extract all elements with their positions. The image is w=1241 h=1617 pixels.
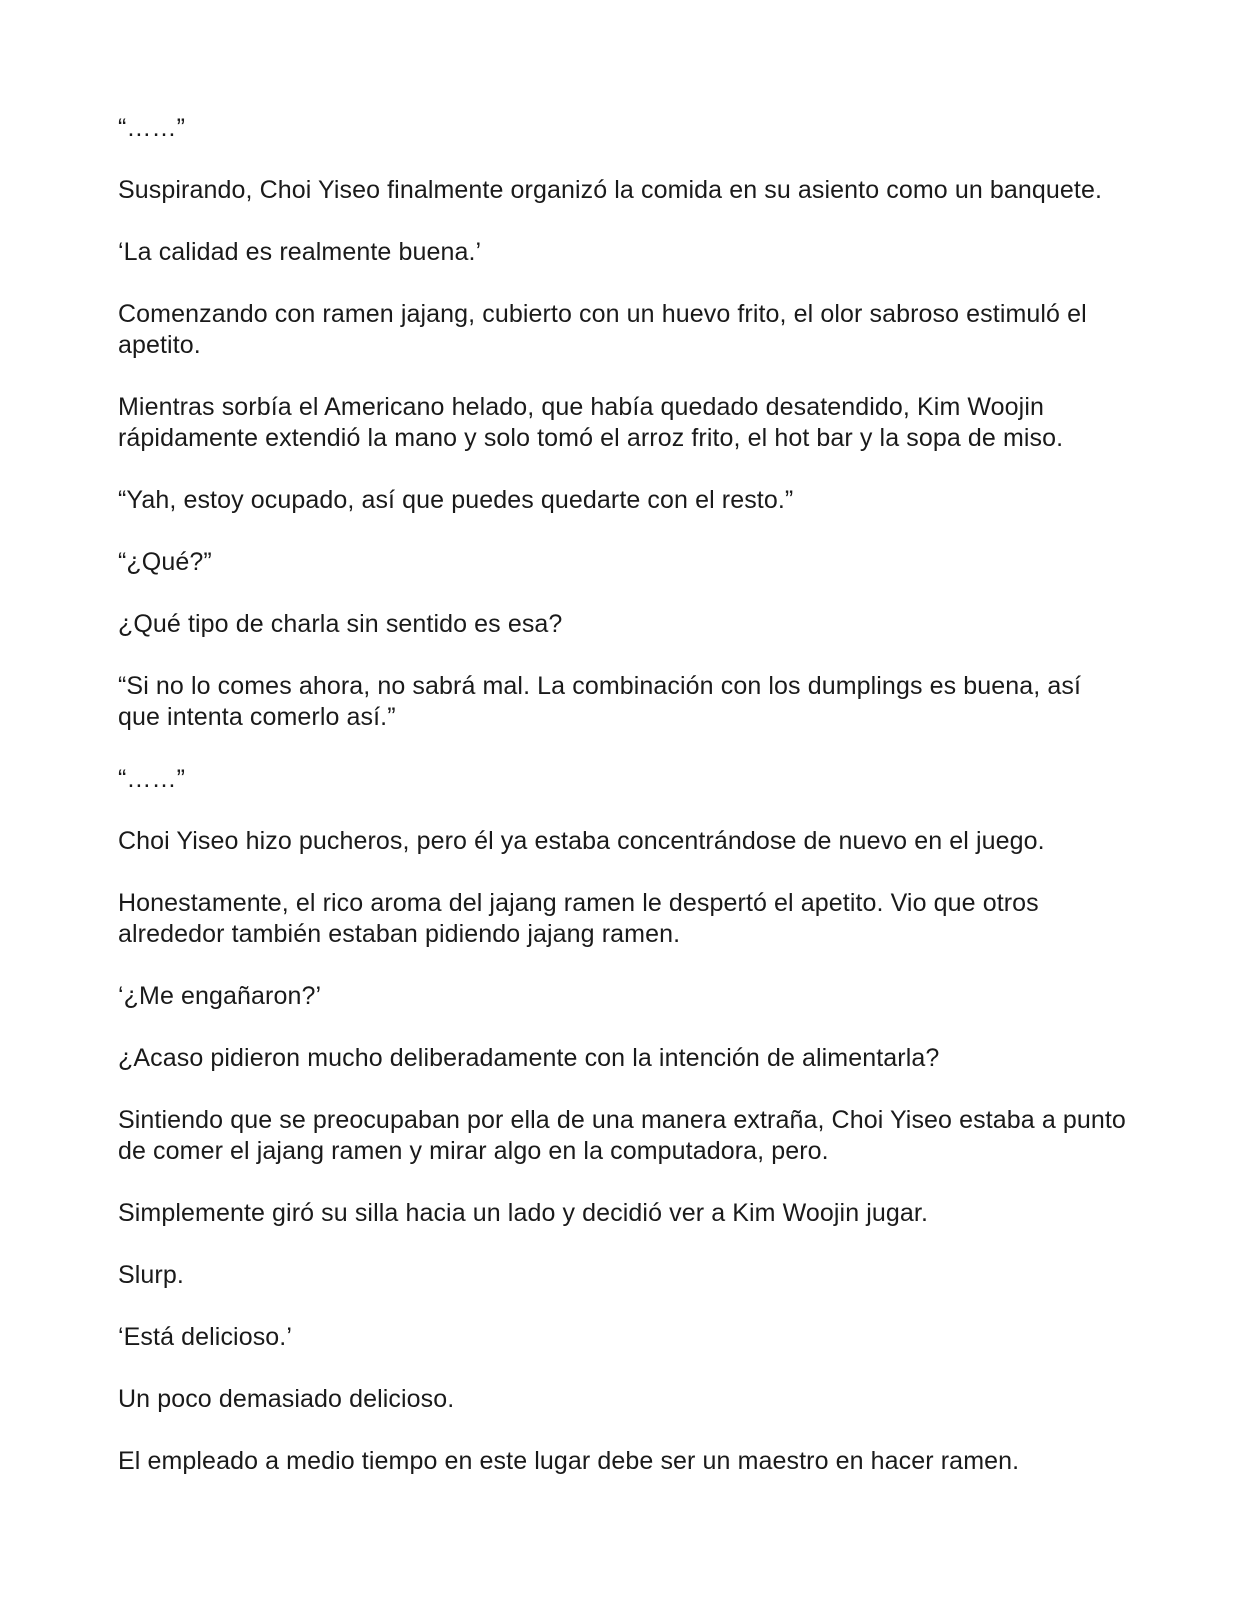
paragraph: El empleado a medio tiempo en este lugar debe ser un maestro en hacer ramen. — [118, 1447, 1020, 1475]
paragraph: Un poco demasiado delicioso. — [118, 1385, 455, 1413]
paragraph: Simplemente giró su silla hacia un lado y decidió ver a Kim Woojin jugar. — [118, 1199, 929, 1227]
paragraph: Comenzando con ramen jajang, cubierto con un huevo frito, el olor sabroso estimuló el apetito. — [118, 300, 1087, 359]
paragraph: “……” — [118, 765, 186, 793]
paragraph: Suspirando, Choi Yiseo finalmente organizó la comida en su asiento como un banquete. — [118, 176, 1103, 204]
paragraph: Slurp. — [118, 1261, 184, 1289]
paragraph: ‘Está delicioso.’ — [118, 1323, 293, 1351]
paragraph: “Si no lo comes ahora, no sabrá mal. La combinación con los dumplings es buena, así que intenta comerlo así.” — [118, 672, 1081, 731]
paragraph: Honestamente, el rico aroma del jajang ramen le despertó el apetito. Vio que otros alrededor también estaban pidiendo jajang ramen. — [118, 889, 1039, 948]
paragraph: Choi Yiseo hizo pucheros, pero él ya estaba concentrándose de nuevo en el juego. — [118, 827, 1045, 855]
paragraph: “¿Qué?” — [118, 548, 212, 576]
paragraph: Mientras sorbía el Americano helado, que había quedado desatendido, Kim Woojin rápidamente extendió la mano y solo tomó el arroz frito, el hot bar y la sopa de miso. — [118, 393, 1064, 452]
paragraph: Sintiendo que se preocupaban por ella de una manera extraña, Choi Yiseo estaba a punto de comer el jajang ramen y mirar algo en la computadora, pero. — [118, 1106, 1126, 1165]
paragraph: “……” — [118, 114, 186, 142]
paragraph: “Yah, estoy ocupado, así que puedes quedarte con el resto.” — [118, 486, 794, 514]
text-body — [118, 113, 1128, 1508]
paragraph: ¿Qué tipo de charla sin sentido es esa? — [118, 610, 563, 638]
paragraph: ¿Acaso pidieron mucho deliberadamente con la intención de alimentarla? — [118, 1044, 940, 1072]
paragraph: ‘¿Me engañaron?’ — [118, 982, 322, 1010]
paragraph: ‘La calidad es realmente buena.’ — [118, 238, 482, 266]
